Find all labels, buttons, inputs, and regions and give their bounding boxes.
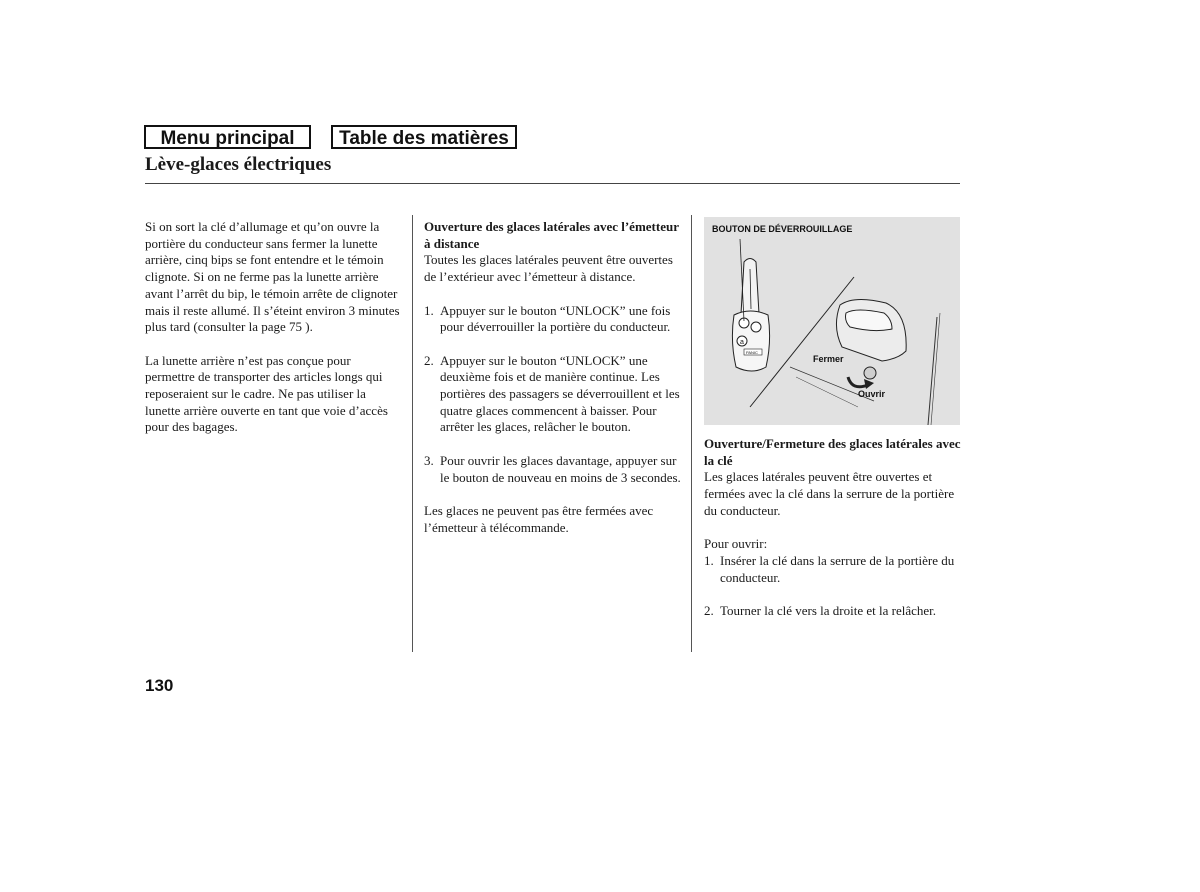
column-right xyxy=(704,436,962,636)
main-menu-button[interactable]: Menu principal xyxy=(144,125,311,149)
table-of-contents-button[interactable]: Table des matières xyxy=(331,125,517,149)
key-blade xyxy=(741,259,759,315)
lock-button-icon xyxy=(751,322,761,332)
list-item xyxy=(704,553,962,586)
page-number: 130 xyxy=(145,676,174,695)
step-number: 3. xyxy=(424,452,434,468)
step-text: Insérer la clé dans la serrure de la portière du conducteur. xyxy=(720,552,955,585)
column-divider-right xyxy=(691,215,692,652)
open-label: Ouvrir xyxy=(858,389,886,399)
step-text: Pour ouvrir les glaces davantage, appuyer sur le bouton de nouveau en moins de 3 secondes. xyxy=(440,452,681,485)
column-left xyxy=(145,219,403,453)
column-middle xyxy=(424,219,682,553)
step-number: 1. xyxy=(704,552,714,568)
paragraph-remote-note: Les glaces ne peuvent pas être fermées avec l’émetteur à télécommande. xyxy=(424,502,654,535)
paragraph-remote-intro: Toutes les glaces latérales peuvent être ouvertes de l’extérieur avec l’émetteur à distance. xyxy=(424,252,673,285)
step-number: 1. xyxy=(424,302,434,318)
step-text: Appuyer sur le bouton “UNLOCK” une fois pour déverrouiller la portière du conducteur. xyxy=(440,302,671,335)
figure-label: BOUTON DE DÉVERROUILLAGE xyxy=(712,224,853,234)
list-item xyxy=(704,603,962,620)
list-item xyxy=(424,303,682,336)
door-lock-icon xyxy=(864,367,876,379)
paragraph-key-intro: Les glaces latérales peuvent être ouvertes et fermées avec la clé dans la serrure de la portière du conducteur. xyxy=(704,469,955,518)
key-symbol: a xyxy=(740,339,744,346)
key-and-lock-drawing xyxy=(704,217,960,425)
section-heading-key: Ouverture/Fermeture des glaces latérales avec la clé xyxy=(704,436,961,468)
step-text: Appuyer sur le bouton “UNLOCK” une deuxième fois et de manière continue. Les portières des passagers se déverrouillent et les quatre glaces commencent à baisser. Pour arrêter les glaces, relâcher le bouton. xyxy=(440,352,680,435)
paragraph-rear-window-warning: Si on sort la clé d’allumage et qu’on ouvre la portière du conducteur sans fermer la lunette arrière, cinq bips se font entendre et le témoin clignote. Si on ne ferme pas la lunette arrière avant l’arrêt du bip, le témoin arrête de clignoter mais il reste allumé. Il s’éteint environ 3 minutes plus tard (consulter la page 75 ). xyxy=(145,219,400,335)
page-title: Lève-glaces électriques xyxy=(145,154,332,175)
close-label: Fermer xyxy=(813,354,844,364)
step-number: 2. xyxy=(424,352,434,368)
unlock-button-illustration xyxy=(704,217,960,425)
to-open-label: Pour ouvrir: xyxy=(704,536,768,552)
paragraph-rear-window-usage: La lunette arrière n’est pas conçue pour permettre de transporter des articles longs qui reposeraient sur le cadre. Ne pas utiliser la lunette arrière ouverte en tant que voie d’accès pour des bagages. xyxy=(145,352,388,435)
column-divider-left xyxy=(412,215,413,652)
section-heading-remote: Ouverture des glaces latérales avec l’émetteur à distance xyxy=(424,219,679,251)
remote-steps-list xyxy=(424,303,682,487)
key-steps-list xyxy=(704,553,962,620)
step-number: 2. xyxy=(704,603,714,618)
panic-tag: PANIC xyxy=(746,350,758,355)
step-text: Tourner la clé vers la droite et la relâcher. xyxy=(720,603,937,618)
list-item xyxy=(424,453,682,486)
title-divider xyxy=(145,183,960,184)
list-item xyxy=(424,353,682,437)
